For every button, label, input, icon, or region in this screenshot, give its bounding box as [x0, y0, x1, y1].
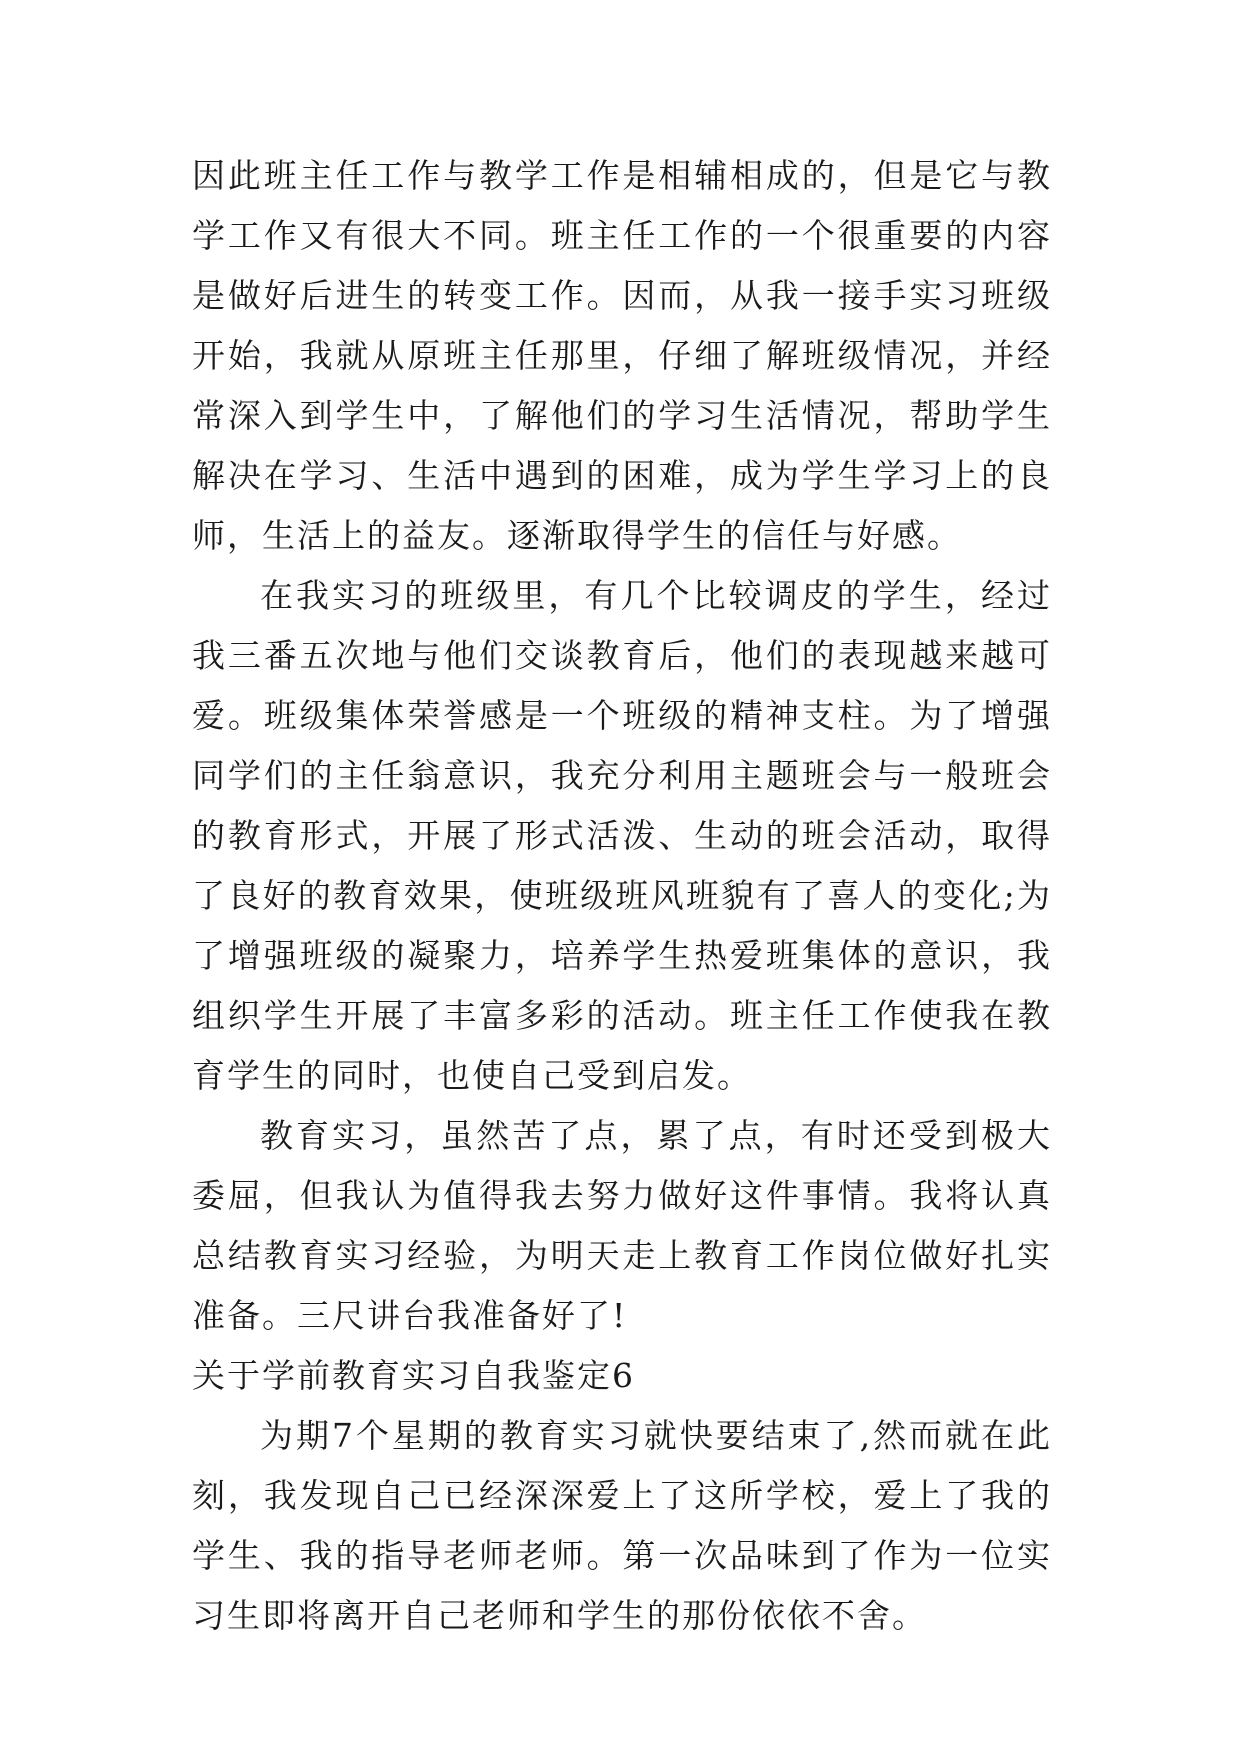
- paragraph-continuation: 因此班主任工作与教学工作是相辅相成的，但是它与教学工作又有很大不同。班主任工作的一个很重要的内容是做好后进生的转变工作。因而，从我一接手实习班级开始，我就从原班主任那里，仔细了解班级情况，并经常深入到学生中，了解他们的学习生活情况，帮助学生解决在学习、生活中遇到的困难，成为学生学习上的良师，生活上的益友。逐渐取得学生的信任与好感。: [192, 156, 1052, 555]
- paragraph-class-management: 在我实习的班级里，有几个比较调皮的学生，经过我三番五次地与他们交谈教育后，他们的表现越来越可爱。班级集体荣誉感是一个班级的精神支柱。为了增强同学们的主任翁意识，我充分利用主题班会与一般班会的教育形式，开展了形式活泼、生动的班会活动，取得了良好的教育效果，使班级班风班貌有了喜人的变化;为了增强班级的凝聚力，培养学生热爱班集体的意识，我组织学生开展了丰富多彩的活动。班主任工作使我在教育学生的同时，也使自己受到启发。: [192, 576, 1052, 1095]
- document-body: [192, 146, 1052, 1646]
- section-heading: 关于学前教育实习自我鉴定6: [192, 1356, 635, 1395]
- paragraph-section-intro: 为期7个星期的教育实习就快要结束了,然而就在此刻，我发现自己已经深深爱上了这所学校，爱上了我的学生、我的指导老师老师。第一次品味到了作为一位实习生即将离开自己老师和学生的那份依依不舍。: [192, 1416, 1052, 1635]
- paragraph-conclusion: 教育实习，虽然苦了点，累了点，有时还受到极大委屈，但我认为值得我去努力做好这件事情。我将认真总结教育实习经验，为明天走上教育工作岗位做好扎实准备。三尺讲台我准备好了!: [192, 1116, 1052, 1335]
